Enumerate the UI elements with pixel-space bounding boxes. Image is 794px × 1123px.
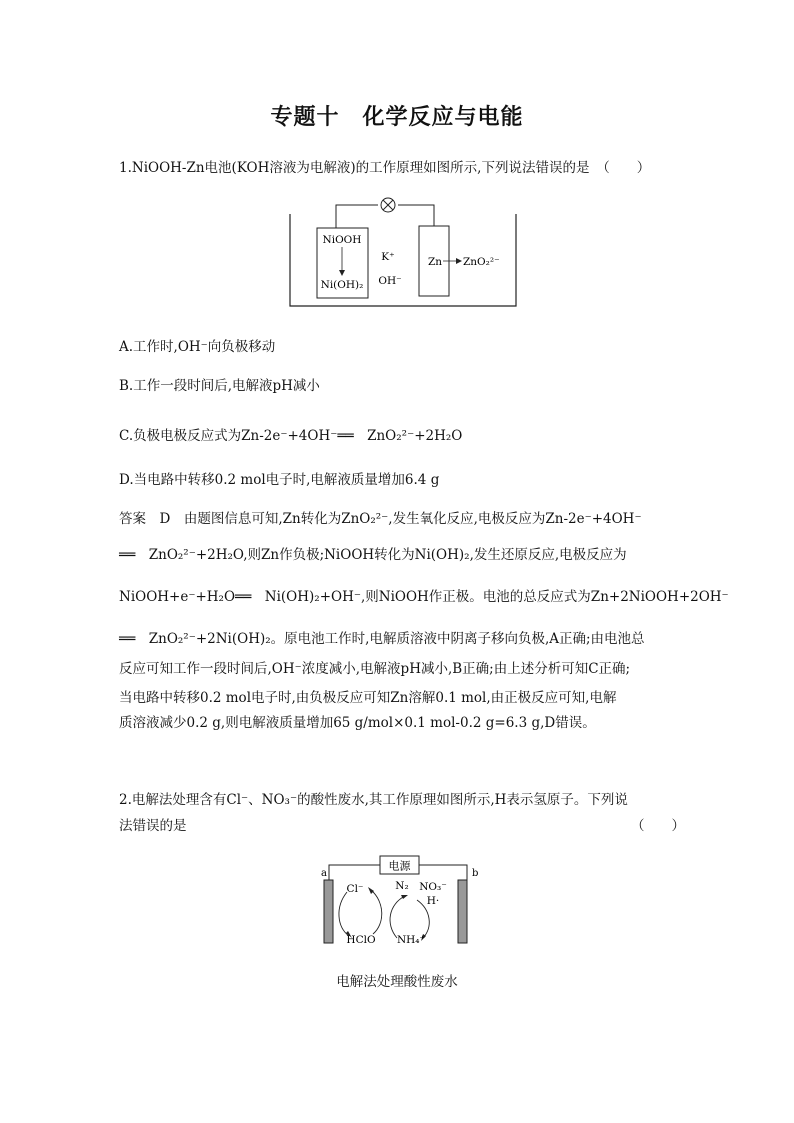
q1-answer-line: 反应可知工作一段时间后,OH⁻浓度减小,电解液pH减小,B正确;由上述分析可知C正确;	[119, 661, 631, 677]
q1-option-b: B.工作一段时间后,电解液pH减小	[119, 378, 320, 394]
q2-stem-line1: 2.电解法处理含有Cl⁻、NO₃⁻的酸性废水,其工作原理如图所示,H表示氢原子。下列说	[119, 792, 628, 808]
page-title: 专题十 化学反应与电能	[270, 104, 524, 130]
q1-battery-diagram	[288, 196, 528, 310]
lamp-icon	[381, 198, 395, 212]
label-h-atom: H·	[426, 895, 440, 907]
q1-answer-line: 答案 D 由题图信息可知,Zn转化为ZnO₂²⁻,发生氧化反应,电极反应为Zn-2e⁻+4OH⁻	[119, 511, 642, 527]
q1-option-d: D.当电路中转移0.2 mol电子时,电解液质量增加6.4 g	[119, 472, 440, 488]
label-power: 电源	[388, 859, 411, 873]
q2-answer-paren: （ ）	[631, 818, 685, 834]
electrode-b	[458, 880, 467, 943]
q2-stem-line2: 法错误的是	[119, 818, 187, 834]
q1-answer-line: 当电路中转移0.2 mol电子时,由负极反应可知Zn溶解0.1 mol,由正极反应可知,电解	[119, 690, 617, 706]
q1-answer-line: ══ ZnO₂²⁻+2H₂O,则Zn作负极;NiOOH转化为Ni(OH)₂,发生还原反应,电极反应为	[119, 547, 627, 563]
label-n2: N₂	[395, 880, 409, 892]
label-k-ion: K⁺	[381, 251, 395, 263]
electrode-a	[324, 880, 333, 943]
label-zn: Zn	[428, 256, 443, 268]
label-nh4: NH₄⁺	[396, 934, 426, 946]
q1-stem: 1.NiOOH-Zn电池(KOH溶液为电解液)的工作原理如图所示,下列说法错误的是 （ ）	[119, 160, 651, 176]
label-electrode-b: b	[472, 868, 479, 879]
q2-figure-caption: 电解法处理酸性废水	[336, 974, 458, 990]
q1-answer-line: 质溶液减少0.2 g,则电解液质量增加65 g/mol×0.1 mol-0.2 g=6.3 g,D错误。	[119, 715, 596, 731]
label-no3: NO₃⁻	[419, 881, 447, 893]
label-hclo: HClO	[346, 934, 376, 946]
label-electrode-a: a	[321, 868, 327, 879]
q2-electrolysis-diagram	[315, 852, 485, 952]
label-oh-ion: OH⁻	[378, 275, 402, 287]
label-zno2: ZnO₂²⁻	[463, 256, 500, 268]
q1-option-c: C.负极电极反应式为Zn-2e⁻+4OH⁻══ ZnO₂²⁻+2H₂O	[119, 428, 463, 444]
q1-option-a: A.工作时,OH⁻向负极移动	[119, 339, 276, 355]
q1-answer-line: ══ ZnO₂²⁻+2Ni(OH)₂。原电池工作时,电解质溶液中阴离子移向负极,A正确;由电池总	[119, 631, 645, 647]
label-niooh: NiOOH	[322, 234, 362, 246]
q1-answer-line: NiOOH+e⁻+H₂O══ Ni(OH)₂+OH⁻,则NiOOH作正极。电池的总反应式为Zn+2NiOOH+2OH⁻	[119, 589, 729, 605]
label-cl-ion: Cl⁻	[346, 883, 364, 895]
label-nioh2: Ni(OH)₂	[320, 279, 364, 291]
